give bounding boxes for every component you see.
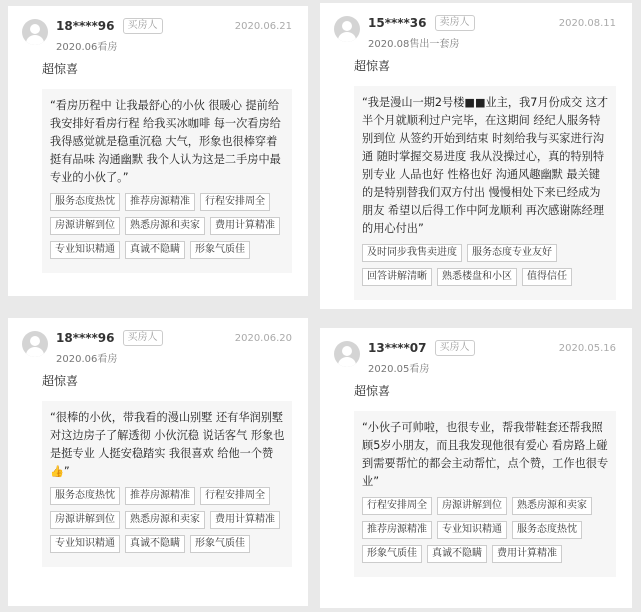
- review-text: “很棒的小伙，带我看的漫山别墅 还有华润别墅 对这边房子了解透彻 小伙沉稳 说话客气 形象也是挺专业 人挺安稳踏实 我很喜欢 给他一个赞👍”: [50, 411, 285, 478]
- card-header: [22, 330, 292, 366]
- review-text: “看房历程中 让我最舒心的小伙 很暖心 提前给我安排好看房行程 给我买冰咖啡 每一次看房给我得感觉就是稳重沉稳 大气，形象也很棒穿着挺有品味 沟通幽默 我个人认为这是二手房中最专业的小伙了。”: [50, 99, 281, 184]
- activity-label: 2020.06看房: [56, 42, 118, 53]
- tag: 真诚不隐瞒: [125, 241, 185, 259]
- avatar: [334, 16, 360, 42]
- tag-list: [50, 487, 286, 559]
- tag: 服务态度专业友好: [467, 244, 557, 262]
- review-box: [42, 401, 292, 567]
- username: 15****36: [368, 16, 427, 30]
- tag: 房源讲解到位: [50, 511, 120, 529]
- review-box: [354, 411, 616, 577]
- tag: 熟悉房源和卖家: [125, 511, 205, 529]
- tag-list: [362, 244, 610, 292]
- tag: 服务态度热忱: [512, 521, 582, 539]
- review-date: 2020.08.11: [558, 17, 616, 29]
- review-box: [42, 89, 292, 273]
- tag: 形象气质佳: [362, 545, 422, 563]
- tag: 专业知识精通: [50, 535, 120, 553]
- review-date: 2020.06.20: [234, 332, 292, 344]
- review-box: [354, 86, 616, 300]
- review-text: “我是漫山一期2号楼■■业主，我7月份成交 这才半个月就顺利过户完毕，在这期间 经纪人服务特别到位 从签约开始到结束 时刻给我与买家进行沟通 随时掌握交易进度 我从没操过心，真的特别特别专业 人品也好 性格也好 沟通风趣幽默 最关键的是特别替我们双方付出 慢慢相处下来已经成为朋友 希望以后得工作中阿龙顺利 再次感谢陈经理的用心付出”: [362, 96, 609, 235]
- tag: 熟悉房源和卖家: [512, 497, 592, 515]
- tag: 费用计算精准: [492, 545, 562, 563]
- tag: 专业知识精通: [437, 521, 507, 539]
- role-badge: 买房人: [123, 330, 163, 346]
- review-card: [8, 318, 308, 606]
- rating-label: 超惊喜: [42, 62, 79, 76]
- tag: 服务态度热忱: [50, 193, 120, 211]
- tag: 熟悉楼盘和小区: [437, 268, 517, 286]
- review-card: [320, 3, 632, 309]
- tag: 费用计算精准: [210, 217, 280, 235]
- tag-list: [362, 497, 610, 569]
- card-header: [334, 340, 616, 376]
- tag: 专业知识精通: [50, 241, 120, 259]
- review-card: [8, 6, 308, 296]
- review-date: 2020.05.16: [558, 342, 616, 354]
- tag: 回答讲解清晰: [362, 268, 432, 286]
- review-card: [320, 328, 632, 608]
- tag: 费用计算精准: [210, 511, 280, 529]
- avatar: [334, 341, 360, 367]
- activity-label: 2020.08售出一套房: [368, 39, 460, 50]
- review-date: 2020.06.21: [234, 20, 292, 32]
- tag: 房源讲解到位: [50, 217, 120, 235]
- username: 18****96: [56, 19, 115, 33]
- card-header: [22, 18, 292, 54]
- tag: 值得信任: [522, 268, 572, 286]
- tag: 真诚不隐瞒: [125, 535, 185, 553]
- card-header: [334, 15, 616, 51]
- tag: 房源讲解到位: [437, 497, 507, 515]
- rating-label: 超惊喜: [354, 384, 391, 398]
- role-badge: 卖房人: [435, 15, 475, 31]
- role-badge: 买房人: [123, 18, 163, 34]
- tag: 行程安排周全: [200, 193, 270, 211]
- rating-label: 超惊喜: [354, 59, 391, 73]
- tag: 推荐房源精准: [125, 193, 195, 211]
- activity-label: 2020.06看房: [56, 354, 118, 365]
- activity-label: 2020.05看房: [368, 364, 430, 375]
- username: 13****07: [368, 341, 427, 355]
- tag: 及时同步我售卖进度: [362, 244, 462, 262]
- tag: 形象气质佳: [190, 241, 250, 259]
- rating-label: 超惊喜: [42, 374, 79, 388]
- username: 18****96: [56, 331, 115, 345]
- tag: 形象气质佳: [190, 535, 250, 553]
- tag: 行程安排周全: [362, 497, 432, 515]
- tag-list: [50, 193, 286, 265]
- role-badge: 买房人: [435, 340, 475, 356]
- tag: 熟悉房源和卖家: [125, 217, 205, 235]
- tag: 推荐房源精准: [362, 521, 432, 539]
- tag: 真诚不隐瞒: [427, 545, 487, 563]
- tag: 推荐房源精准: [125, 487, 195, 505]
- avatar: [22, 19, 48, 45]
- review-text: “小伙子可帅啦，也很专业，帮我带鞋套还帮我照顾5岁小朋友，而且我发现他很有爱心 看房路上碰到需要帮忙的都会主动帮忙，点个赞，工作也很专业”: [362, 421, 609, 488]
- avatar: [22, 331, 48, 357]
- tag: 服务态度热忱: [50, 487, 120, 505]
- tag: 行程安排周全: [200, 487, 270, 505]
